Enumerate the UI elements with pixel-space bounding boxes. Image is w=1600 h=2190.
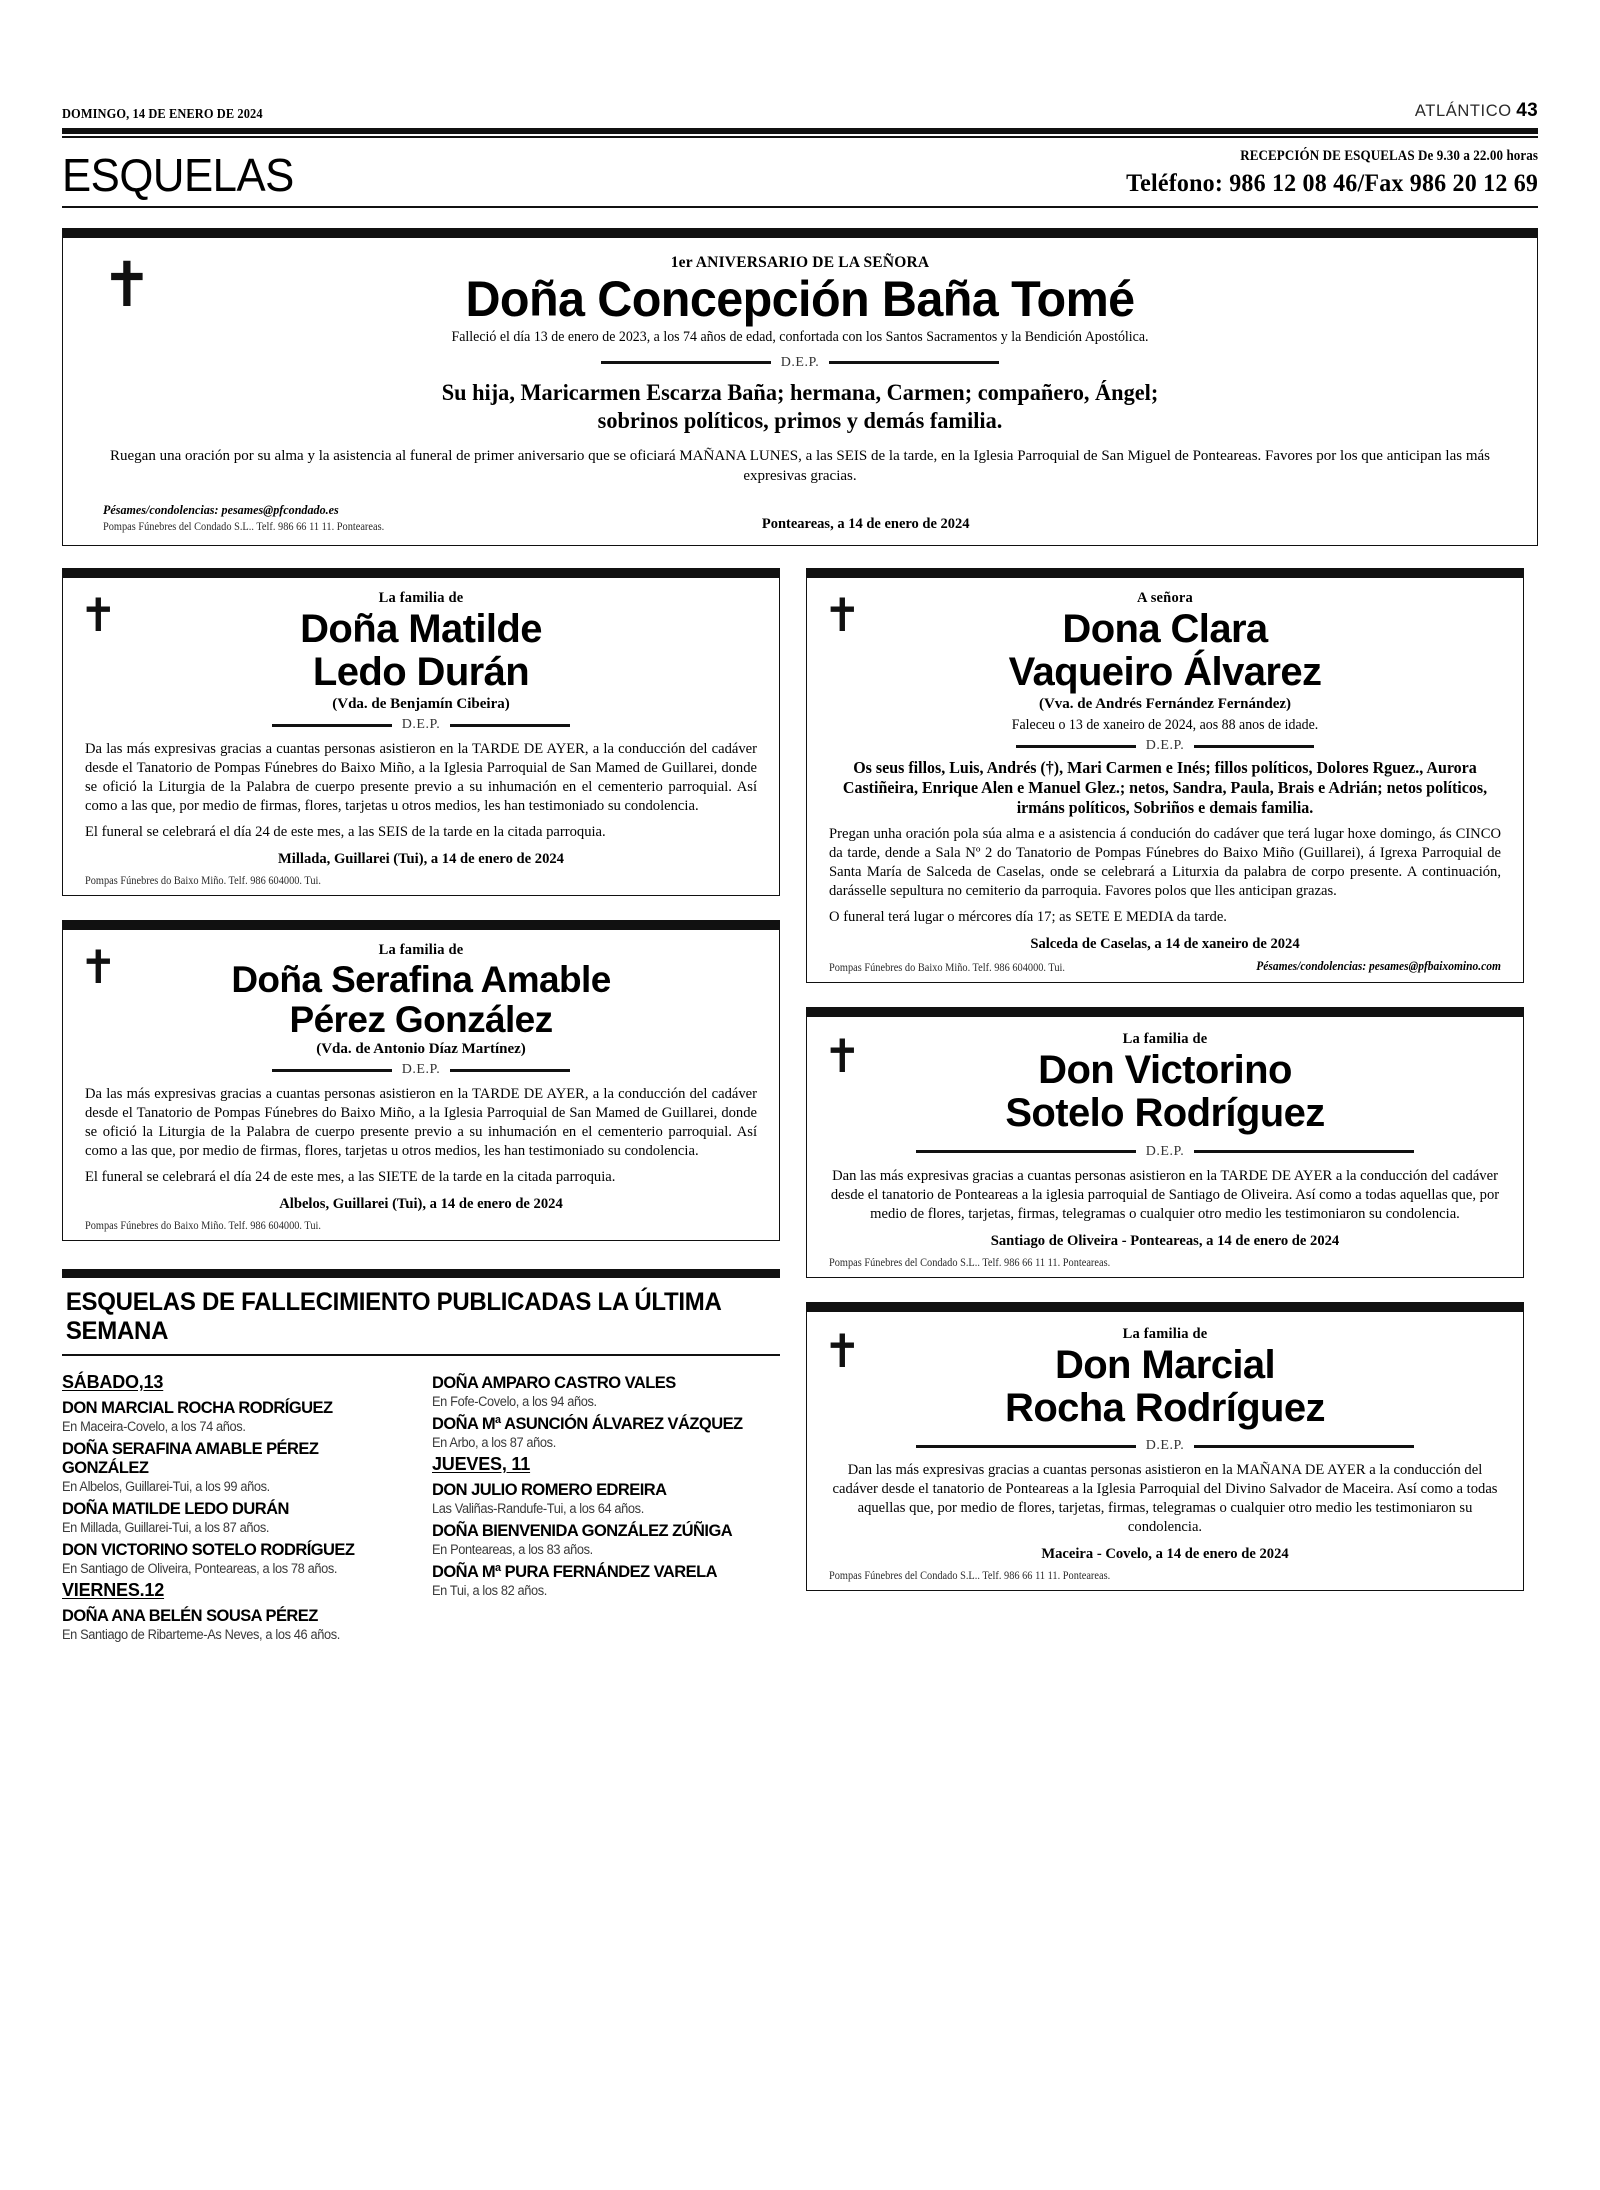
weekly-deceased-location: En Santiago de Ribarteme-As Neves, a los 46 años.: [62, 1627, 340, 1643]
dep-divider: [85, 717, 757, 733]
notice-body-paragraph-1: Da las más expresivas gracias a cuantas personas asistieron en la TARDE DE AYER, a la conducción del cadáver desde el Tanatorio de Pompas Fúnebres do Baixo Miño, a la Iglesia Parroquial de San Mamed de Guillarei, donde se ofició la Liturgia de la Palabra de cuerpo presente previo a su inhumación en el cementerio parroquial. Así como a las que, por medio de firmas, flores, tarjetas u otros medios, les han testimoniado su condolencia.: [85, 741, 757, 814]
weekly-list-columns: [62, 1368, 780, 1642]
deceased-name-line-1: Don Marcial: [1054, 1342, 1276, 1387]
right-column: [806, 568, 1524, 1591]
funeral-home-info: Pompas Fúnebres do Baixo Miño. Telf. 986 604000. Tui.: [829, 962, 1066, 975]
place-date: Maceira - Covelo, a 14 de enero de 2024: [1041, 1546, 1289, 1563]
footer-left: [103, 502, 415, 533]
weekly-list-title: ESQUELAS DE FALLECIMIENTO PUBLICADAS LA ÚLTIMA SEMANA: [65, 1288, 721, 1346]
funeral-home-info: Pompas Fúnebres do Baixo Miño. Telf. 986 604000. Tui.: [85, 874, 322, 887]
latin-cross-icon: ✝: [79, 939, 118, 994]
weekly-deceased-location: En Fofe-Covelo, a los 94 años.: [432, 1394, 597, 1410]
left-column: [62, 568, 780, 1642]
dep-bar-left: [916, 1150, 1136, 1153]
weekly-deceased-location: En Santiago de Oliveira, Ponteareas, a los 78 años.: [62, 1561, 338, 1577]
weekly-deceased-name: DOÑA Mª ASUNCIÓN ÁLVAREZ VÁZQUEZ: [432, 1414, 743, 1434]
dep-bar-left: [601, 361, 771, 364]
funeral-home-info: Pompas Fúnebres del Condado S.L.. Telf. 986 66 11 11. Ponteareas.: [829, 1570, 1111, 1583]
dep-divider: [85, 1062, 757, 1078]
dep-divider: [103, 355, 1497, 371]
deceased-name-line-1: Don Victorino: [1038, 1048, 1292, 1093]
notice-body-paragraph-1: Pregan unha oración pola súa alma e a asistencia á condución do cadáver que terá lugar hoxe domingo, ás CINCO da tarde, dende a Sala Nº 2 do Tanatorio de Pompas Fúnebres do Baixo Miño (Guillarei), á Igrexa Parroquial de Santa María de Salceda de Caselas, onde se celebrará a Liturxia da palabra de corpo presente. A continuación, darásselle sepultura no cemiterio da parroquia. Favores polos que lles anticipan grazas.: [829, 826, 1501, 900]
dep-bar-right: [829, 361, 999, 364]
weekly-deceased-name: DOÑA BIENVENIDA GONZÁLEZ ZÚÑIGA: [432, 1521, 733, 1541]
weekly-topbar: [62, 1269, 780, 1278]
place-date: Millada, Guillarei (Tui), a 14 de enero de 2024: [278, 850, 564, 867]
latin-cross-icon: ✝: [823, 588, 862, 643]
weekly-deceased-name: DOÑA SERAFINA AMABLE PÉREZ GONZÁLEZ: [62, 1439, 319, 1478]
weekly-deceased-name: DOÑA Mª PURA FERNÁNDEZ VARELA: [432, 1562, 718, 1582]
latin-cross-icon: ✝: [823, 1323, 862, 1378]
brand-name: ATLÁNTICO: [1414, 102, 1512, 120]
latin-cross-icon: ✝: [79, 588, 118, 643]
notice-body-paragraph-2: O funeral terá lugar o mércores día 17; as SETE E MEDIA da tarde.: [829, 909, 1227, 926]
dep-divider: [829, 1144, 1501, 1160]
deceased-name-line-2: Pérez González: [289, 998, 553, 1040]
obituary-notice-concepcion: [62, 228, 1538, 547]
weekly-deceased-location: En Ponteareas, a los 83 años.: [432, 1542, 593, 1558]
widow-of: (Vva. de Andrés Fernández Fernández): [1038, 696, 1292, 713]
dep-label: D.E.P.: [780, 354, 820, 370]
weekly-deceased-name: DOÑA MATILDE LEDO DURÁN: [62, 1499, 289, 1519]
death-details: Faleceu o 13 de xaneiro de 2024, aos 88 anos de idade.: [1011, 717, 1319, 734]
dep-divider: [829, 1438, 1501, 1454]
page-number: 43: [1516, 100, 1538, 121]
notice-topbar: [807, 1303, 1523, 1312]
dep-bar-left: [272, 724, 392, 727]
weekly-deceased-location: En Albelos, Guillarei-Tui, a los 99 años.: [62, 1479, 270, 1495]
dep-label: D.E.P.: [401, 1062, 441, 1078]
dep-bar-right: [1194, 1150, 1414, 1153]
notice-body: Ruegan una oración por su alma y la asistencia al funeral de primer aniversario que se oficiará MAÑANA LUNES, a las SEIS de la tarde, en la Iglesia Parroquial de San Miguel de Ponteareas. Favores por los que anticipan las más expresivas gracias.: [110, 447, 1490, 484]
notice-topbar: [63, 921, 779, 930]
notice-body-paragraph-2: El funeral se celebrará el día 24 de este mes, a las SIETE de la tarde en la citada parroquia.: [85, 1169, 616, 1186]
death-details: Falleció el día 13 de enero de 2023, a los 74 años de edad, confortada con los Santos Sacramentos y la Bendición Apostólica.: [451, 328, 1149, 345]
weekly-deceased-name: DON MARCIAL ROCHA RODRÍGUEZ: [62, 1398, 333, 1418]
reception-hours: RECEPCIÓN DE ESQUELAS De 9.30 a 22.00 horas: [1240, 147, 1538, 164]
notices-columns: [62, 568, 1538, 1642]
reception-block: [1109, 148, 1538, 198]
weekly-deceased-location: En Maceira-Covelo, a los 74 años.: [62, 1419, 246, 1435]
notice-body-paragraph-1: Da las más expresivas gracias a cuantas personas asistieron en la TARDE DE AYER, a la conducción del cadáver desde el Tanatorio de Pompas Fúnebres do Baixo Miño, a la Iglesia Parroquial de San Mamed de Guillarei, donde se ofició la Liturgia de la Palabra de cuerpo presente previo a su inhumación en el cementerio parroquial. Así como a las que, por medio de firmas, flores, tarjetas u otros medios, les han testimoniado su condolencia.: [85, 1086, 757, 1160]
deceased-name-line-2: Sotelo Rodríguez: [1005, 1091, 1325, 1136]
notice-kicker: La familia de: [1122, 1031, 1208, 1048]
condolences-email[interactable]: Pésames/condolencias: pesames@pfcondado.es: [103, 502, 339, 518]
funeral-home-info: Pompas Fúnebres del Condado S.L.. Telf. 986 66 11 11. Ponteareas.: [103, 521, 385, 534]
dep-label: D.E.P.: [1145, 1143, 1185, 1159]
weekly-day-heading: VIERNES.12: [62, 1580, 165, 1601]
dep-bar-left: [916, 1445, 1136, 1448]
notice-body: Dan las más expresivas gracias a cuantas personas asistieron en la TARDE DE AYER a la conducción del cadáver desde el tanatorio de Ponteareas a la iglesia parroquial de Santiago de Oliveira. Así como a todas aquellas que, por medio de flores, tarjetas, firmas, telegramas o cualquier otro medio les testimoniaron su condolencia.: [830, 1167, 1500, 1222]
deceased-name-line-2: Ledo Durán: [312, 650, 530, 695]
deceased-name-line-1: Doña Serafina Amable: [231, 958, 611, 1000]
place-date: Albelos, Guillarei (Tui), a 14 de enero de 2024: [279, 1196, 563, 1213]
notice-topbar: [63, 569, 779, 578]
family-line-2: sobrinos políticos, primos y demás familia.: [597, 407, 1003, 433]
deceased-name-line-2: Rocha Rodríguez: [1005, 1385, 1325, 1430]
widow-of: (Vda. de Benjamín Cibeira): [332, 696, 510, 713]
brand-and-page: [1415, 100, 1538, 122]
notice-kicker: La familia de: [378, 590, 464, 607]
obituary-notice-clara: [806, 568, 1524, 983]
deceased-name: Doña Concepción Baña Tomé: [465, 270, 1135, 327]
dep-bar-right: [450, 724, 570, 727]
dep-label: D.E.P.: [1145, 738, 1185, 754]
weekly-deceased-name: DON VICTORINO SOTELO RODRÍGUEZ: [62, 1540, 355, 1560]
family-members: Os seus fillos, Luis, Andrés (†), Mari Carmen e Inés; fillos políticos, Dolores Rguez., Aurora Castiñeira, Enrique Alen e Manuel Glez.; netos, Sandra, Paula, Brais e Adrián; netos políticos, irmáns políticos, Sobriños e demais familia.: [842, 758, 1488, 818]
obituary-notice-marcial: [806, 1302, 1524, 1591]
dep-label: D.E.P.: [401, 717, 441, 733]
notice-body-paragraph-2: El funeral se celebrará el día 24 de este mes, a las SEIS de la tarde en la citada parroquia.: [85, 823, 606, 840]
condolences-email[interactable]: Pésames/condolencias: pesames@pfbaixomino.com: [1256, 959, 1501, 974]
dep-divider: [829, 738, 1501, 754]
deceased-name-line-2: Vaqueiro Álvarez: [1008, 650, 1322, 695]
latin-cross-icon: ✝: [101, 247, 153, 321]
latin-cross-icon: ✝: [823, 1029, 862, 1084]
masthead-rule-thick: [62, 128, 1538, 134]
dep-bar-right: [450, 1069, 570, 1072]
obituary-notice-serafina: [62, 920, 780, 1241]
weekly-deceased-name: DOÑA ANA BELÉN SOUSA PÉREZ: [62, 1606, 318, 1626]
dep-bar-right: [1194, 1445, 1414, 1448]
dep-label: D.E.P.: [1145, 1438, 1185, 1454]
notice-topbar: [63, 229, 1537, 238]
obituary-notice-victorino: [806, 1007, 1524, 1278]
page-title: ESQUELAS: [62, 148, 294, 201]
place-date: Salceda de Caselas, a 14 de xaneiro de 2024: [1030, 936, 1300, 953]
weekly-list-column-2: [432, 1368, 780, 1642]
weekly-deceased-location: En Millada, Guillarei-Tui, a los 87 años.: [62, 1520, 270, 1536]
weekly-day-heading: JUEVES, 11: [432, 1454, 531, 1475]
notice-kicker: La familia de: [1122, 1325, 1208, 1342]
notice-kicker: 1er ANIVERSARIO DE LA SEÑORA: [670, 253, 930, 271]
dep-bar-left: [272, 1069, 392, 1072]
weekly-day-heading: SÁBADO,13: [62, 1372, 164, 1393]
obituary-notice-matilde: [62, 568, 780, 895]
dep-bar-left: [1016, 745, 1136, 748]
weekly-deceased-location: En Arbo, a los 87 años.: [432, 1435, 556, 1451]
contact-phone: Teléfono: 986 12 08 46/Fax 986 20 12 69: [1126, 169, 1538, 197]
weekly-deceased-name: DON JULIO ROMERO EDREIRA: [432, 1480, 667, 1500]
weekly-list-section: [62, 1269, 780, 1642]
section-header: [62, 147, 1538, 201]
folio-row: [62, 0, 1538, 122]
notice-kicker: A señora: [1137, 590, 1193, 607]
weekly-deceased-name: DOÑA AMPARO CASTRO VALES: [432, 1373, 676, 1393]
notice-body: Dan las más expresivas gracias a cuantas personas asistieron en la MAÑANA DE AYER a la conducción del cadáver desde el tanatorio de Ponteareas a la Iglesia Parroquial del Divino Salvador de Maceira. Así como a todas aquellas que, por medio de flores, tarjetas, firmas, telegramas o cualquier otro medio les testimoniaron su condolencia.: [832, 1462, 1498, 1536]
widow-of: (Vda. de Antonio Díaz Martínez): [316, 1041, 526, 1058]
deceased-name-line-1: Doña Matilde: [300, 607, 542, 652]
funeral-home-info: Pompas Fúnebres del Condado S.L.. Telf. 986 66 11 11. Ponteareas.: [829, 1256, 1111, 1269]
weekly-list-column-1: [62, 1368, 410, 1642]
header-underline: [62, 206, 1538, 208]
weekly-deceased-location: Las Valiñas-Randufe-Tui, a los 64 años.: [432, 1501, 644, 1517]
weekly-rule: [62, 1354, 780, 1356]
family-line-1: Su hija, Maricarmen Escarza Baña; hermana, Carmen; compañero, Ángel;: [441, 379, 1159, 405]
city-date: Ponteareas, a 14 de enero de 2024: [761, 516, 970, 533]
publication-date: DOMINGO, 14 DE ENERO DE 2024: [62, 106, 263, 121]
funeral-home-info: Pompas Fúnebres do Baixo Miño. Telf. 986 604000. Tui.: [85, 1220, 322, 1233]
notice-topbar: [807, 1008, 1523, 1017]
place-date: Santiago de Oliveira - Ponteareas, a 14 de enero de 2024: [990, 1232, 1340, 1249]
masthead-rule-thin: [62, 136, 1538, 138]
deceased-name-line-1: Dona Clara: [1062, 607, 1268, 652]
notice-kicker: La familia de: [378, 941, 464, 958]
dep-bar-right: [1194, 745, 1314, 748]
weekly-deceased-location: En Tui, a los 82 años.: [432, 1583, 547, 1599]
notice-topbar: [807, 569, 1523, 578]
